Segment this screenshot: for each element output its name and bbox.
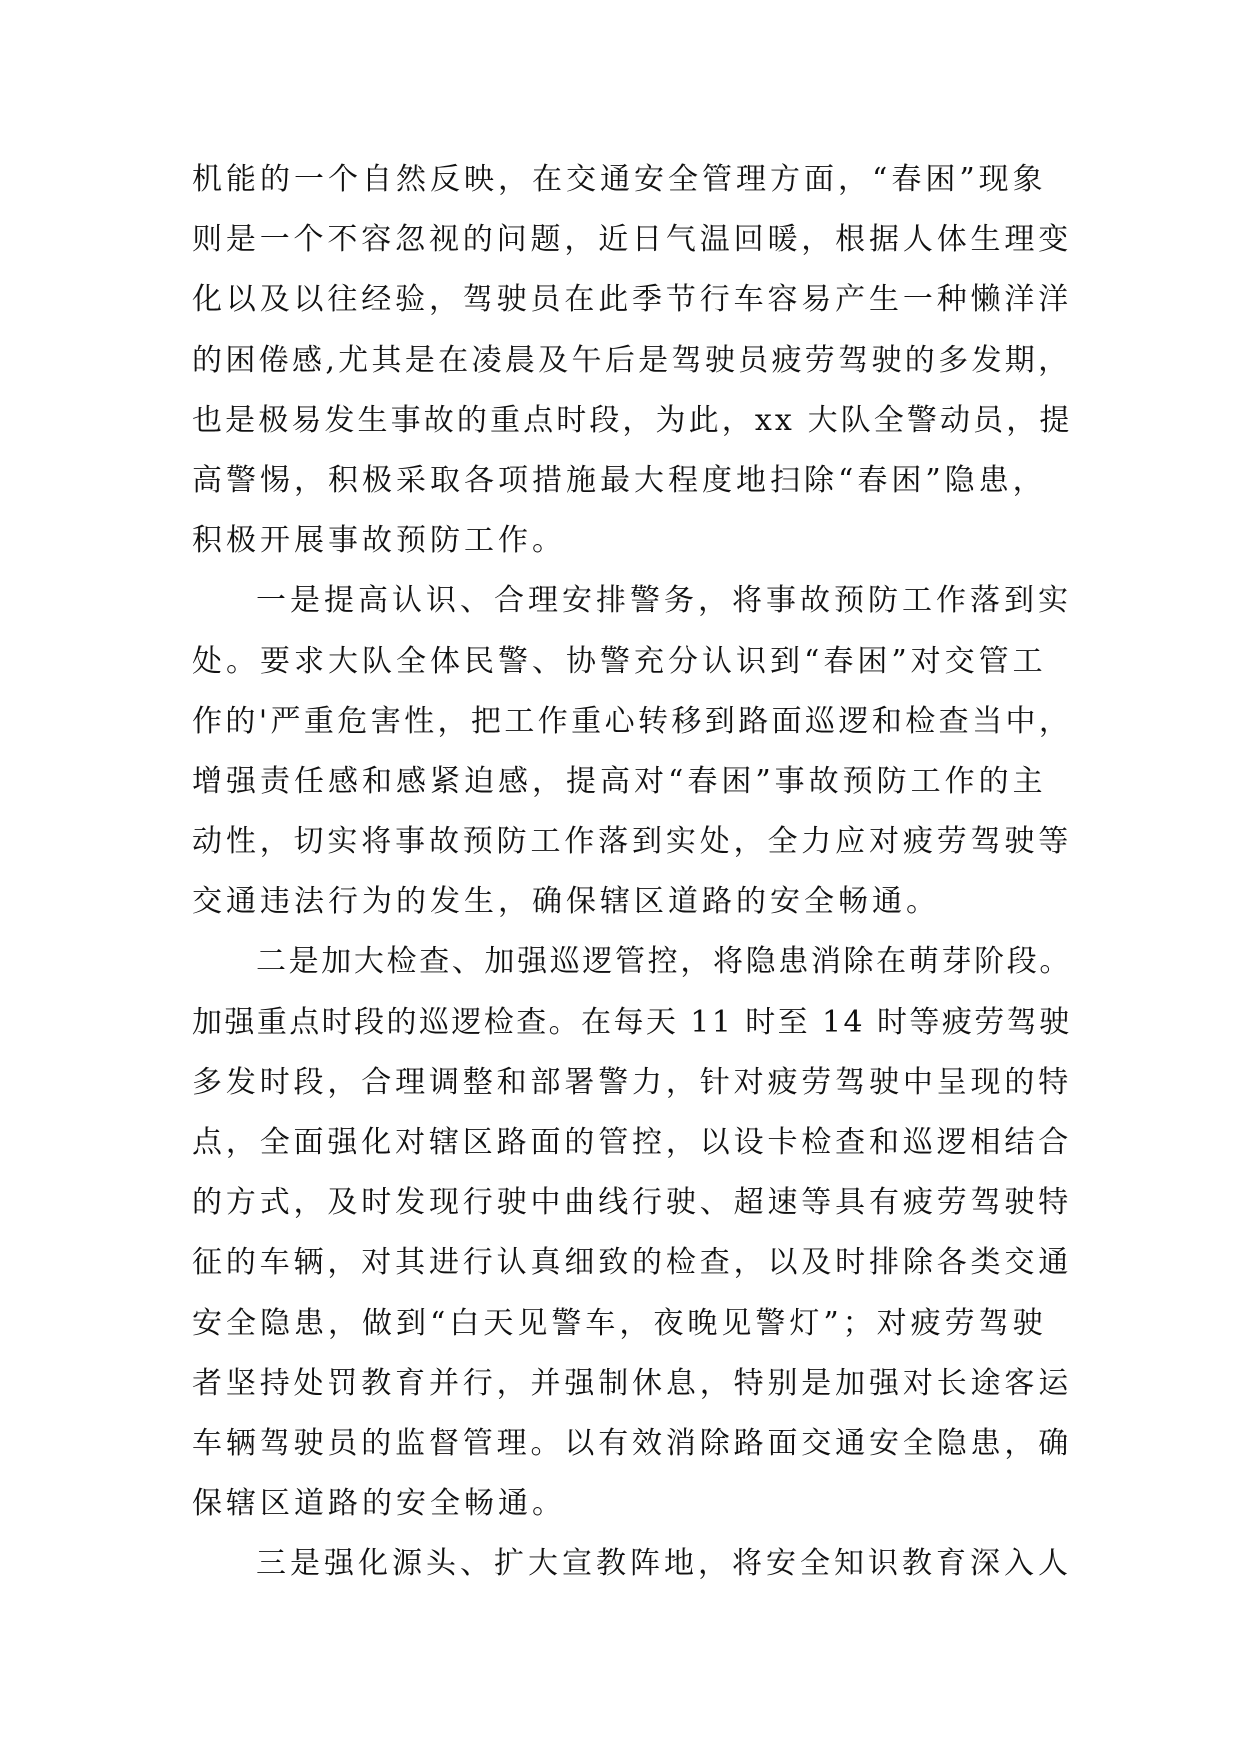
paragraph-first-line: 一是提高认识、合理安排警务，将事故预防工作落到实 [256, 583, 1072, 619]
text-line: 处。要求大队全体民警、协警充分认识到“春困”对交管工 [192, 643, 1047, 679]
text-line: 积极开展事故预防工作。 [192, 523, 566, 559]
text-line: 点，全面强化对辖区路面的管控，以设卡检查和巡逻相结合 [192, 1125, 1073, 1160]
paragraph-first-line: 二是加大检查、加强巡逻管控，将隐患消除在萌芽阶段。 [256, 944, 1072, 980]
text-line: 也是极易发生事故的重点时段，为此，xx 大队全警动员，提 [192, 402, 1073, 438]
paragraph-first-line: 三是强化源头、扩大宣教阵地，将安全知识教育深入人 [256, 1546, 1072, 1582]
text-line: 的方式，及时发现行驶中曲线行驶、超速等具有疲劳驾驶特 [192, 1185, 1073, 1221]
text-line: 作的'严重危害性，把工作重心转移到路面巡逻和检查当中， [192, 703, 1073, 739]
text-line: 动性，切实将事故预防工作落到实处，全力应对疲劳驾驶等 [192, 824, 1073, 860]
document-body [192, 150, 1072, 1595]
text-line: 则是一个不容忽视的问题，近日气温回暖，根据人体生理变 [192, 222, 1073, 258]
text-line: 征的车辆，对其进行认真细致的检查，以及时排除各类交通 [192, 1245, 1073, 1281]
text-line: 安全隐患，做到“白天见警车，夜晚见警灯”；对疲劳驾驶 [192, 1305, 1047, 1341]
text-line: 增强责任感和感紧迫感，提高对“春困”事故预防工作的主 [192, 763, 1047, 799]
text-line: 保辖区道路的安全畅通。 [192, 1486, 566, 1522]
text-line: 高警惕，积极采取各项措施最大程度地扫除“春困”隐患， [192, 462, 1047, 498]
text-line: 的困倦感,尤其是在凌晨及午后是驾驶员疲劳驾驶的多发期， [192, 342, 1072, 378]
text-line: 者坚持处罚教育并行，并强制休息，特别是加强对长途客运 [192, 1365, 1073, 1401]
text-line: 车辆驾驶员的监督管理。以有效消除路面交通安全隐患，确 [192, 1425, 1073, 1461]
text-line: 交通违法行为的发生，确保辖区道路的安全畅通。 [192, 884, 940, 920]
text-line: 化以及以往经验，驾驶员在此季节行车容易产生一种懒洋洋 [192, 282, 1073, 318]
text-line: 加强重点时段的巡逻检查。在每天 11 时至 14 时等疲劳驾驶 [192, 1004, 1072, 1040]
text-line: 多发时段，合理调整和部署警力，针对疲劳驾驶中呈现的特 [192, 1064, 1073, 1100]
text-line: 机能的一个自然反映，在交通安全管理方面，“春困”现象 [192, 162, 1047, 197]
